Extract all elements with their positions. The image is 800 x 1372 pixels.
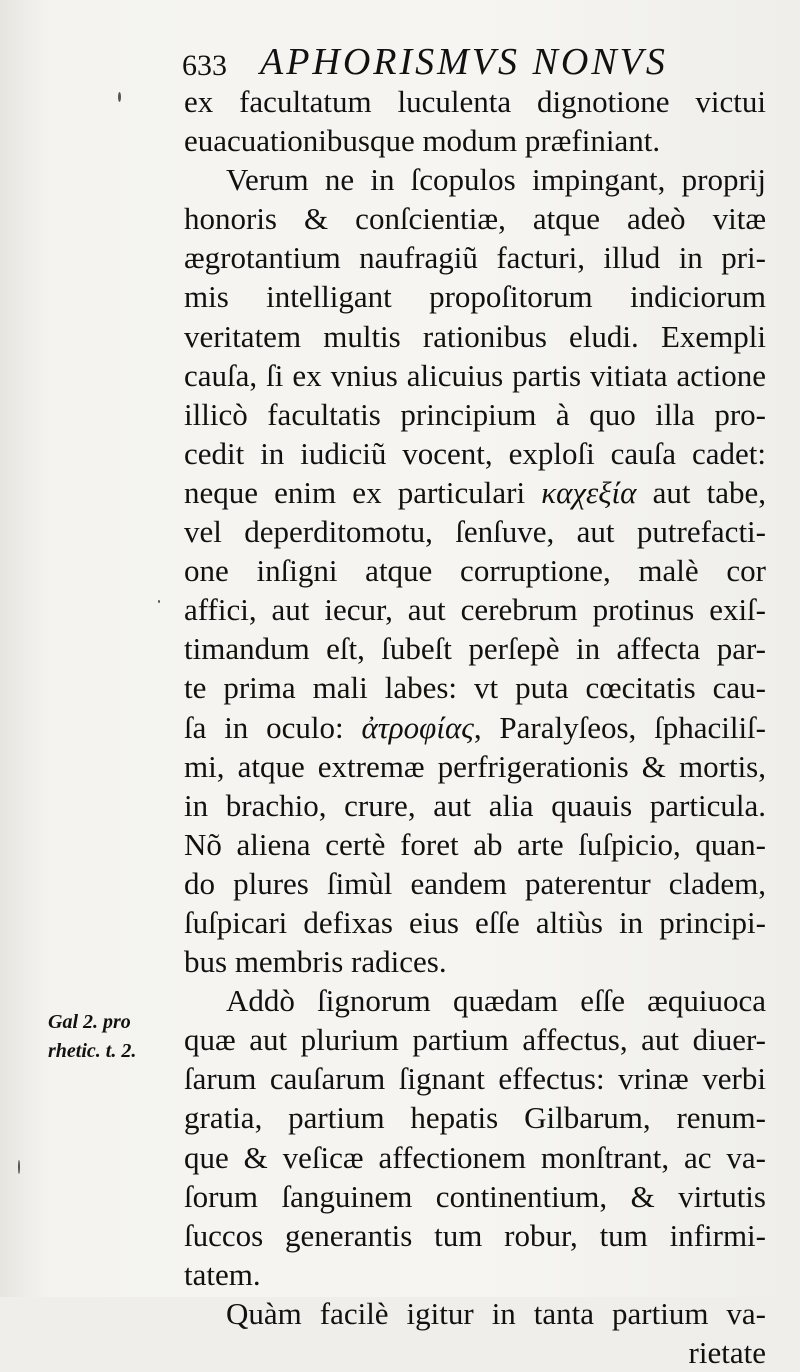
text-line-content: ſa in oculo: <box>184 709 344 745</box>
text-line-content: tatem. <box>184 1256 261 1292</box>
text-line-content: quæ aut plurium partium affectus, aut diuer- <box>184 1022 766 1058</box>
text-line <box>184 317 766 356</box>
text-line-content: ægrotantium naufragiũ facturi, illud in pri- <box>184 240 766 276</box>
text-line-content: ſorum ſanguinem continentium, & virtutis <box>184 1178 766 1214</box>
text-line <box>184 1216 766 1255</box>
text-line <box>184 551 766 590</box>
text-line-content: que & veſicæ affectionem monſtrant, ac va- <box>184 1139 766 1175</box>
text-line-tail: , Paralyſeos, ſphaciliſ- <box>473 709 766 745</box>
text-line-content: gratia, partium hepatis Gilbarum, renum- <box>184 1100 766 1136</box>
page-number: 633 <box>182 49 227 82</box>
page-header <box>182 38 702 86</box>
text-line <box>184 199 766 238</box>
text-line <box>184 747 766 786</box>
text-line-content: Quàm facilè igitur in tanta partium va- <box>226 1295 766 1331</box>
text-line-content: rietate <box>688 1335 766 1370</box>
text-line <box>184 512 766 551</box>
text-line-content: te prima mali labes: vt puta cœcitatis cau- <box>184 670 766 706</box>
text-line <box>184 277 766 316</box>
text-line-content: Addò ſignorum quædam eſſe æquiuoca <box>226 983 766 1019</box>
text-line-content: illicò facultatis principium à quo illa pro- <box>184 396 766 432</box>
text-line <box>184 1138 766 1177</box>
body-text <box>184 82 766 1372</box>
ink-speck <box>18 1160 20 1174</box>
text-line <box>184 160 766 199</box>
margin-note-line: rhetic. t. 2. <box>48 1040 137 1062</box>
text-line-content: ſuſpicari defixas eius eſſe altiùs in principi- <box>184 904 766 940</box>
text-line <box>184 708 766 747</box>
text-line-content: Verum ne in ſcopulos impingant, proprij <box>226 162 766 198</box>
greek-word: ἀτροφίας <box>361 709 474 745</box>
text-line <box>184 1177 766 1216</box>
text-line-tail: aut tabe, <box>652 474 767 510</box>
text-line-content: do plures ſimùl eandem paterentur cladem, <box>184 865 766 901</box>
text-line <box>184 121 766 160</box>
text-line-content: veritatem multis rationibus eludi. Exempli <box>184 318 766 354</box>
text-line-content: cauſa, ſi ex vnius alicuius partis vitiata actione <box>184 357 766 393</box>
text-line <box>184 434 766 473</box>
text-line <box>184 786 766 825</box>
text-line-content: affici, aut iecur, aut cerebrum protinus exiſ- <box>184 592 766 628</box>
text-line-content: neque enim ex particulari <box>184 474 526 510</box>
text-line-content: euacuationibusque modum præfiniant. <box>184 123 661 159</box>
ink-speck <box>118 92 121 102</box>
text-line <box>184 1059 766 1098</box>
running-title: APHORISMVS NONVS <box>260 41 668 83</box>
text-line <box>184 981 766 1020</box>
text-line <box>184 473 766 512</box>
text-line-content: one inſigni atque corruptione, malè cor <box>184 553 766 589</box>
text-line <box>184 629 766 668</box>
text-line-content: vel deperditomotu, ſenſuve, aut putrefacti- <box>184 514 766 550</box>
text-line-content: mi, atque extremæ perfrigerationis & mortis, <box>184 748 766 784</box>
text-line <box>184 1020 766 1059</box>
text-line <box>184 238 766 277</box>
margin-note <box>48 1008 178 1066</box>
text-line-content: cedit in iudiciũ vocent, exploſi cauſa cadet: <box>184 435 766 471</box>
text-line <box>184 395 766 434</box>
text-line-content: timandum eſt, ſubeſt perſepè in affecta par- <box>184 631 766 667</box>
text-line <box>184 942 766 981</box>
text-line <box>184 356 766 395</box>
text-line-content: bus membris radices. <box>184 944 447 980</box>
greek-word: καχεξία <box>541 474 637 510</box>
text-line <box>184 590 766 629</box>
text-line <box>184 82 766 121</box>
margin-note-line: Gal 2. pro <box>48 1011 131 1033</box>
text-line-content: ſuccos generantis tum robur, tum infirmi- <box>184 1217 766 1253</box>
text-line-content: honoris & conſcientiæ, atque adeò vitæ <box>184 201 766 237</box>
text-line <box>184 1098 766 1137</box>
text-line <box>184 825 766 864</box>
text-line <box>184 1255 766 1294</box>
text-line-content: ex facultatum luculenta dignotione victui <box>184 84 766 119</box>
text-line-content: mis intelligant propoſitorum indiciorum <box>184 279 766 315</box>
text-line-content: ſarum cauſarum ſignant effectus: vrinæ verbi <box>184 1061 766 1097</box>
text-line-content: in brachio, crure, aut alia quauis particula. <box>184 787 766 823</box>
text-line <box>184 1294 766 1333</box>
text-line <box>184 864 766 903</box>
text-line-content: Nõ aliena certè foret ab arte ſuſpicio, quan- <box>184 826 766 862</box>
text-line <box>184 668 766 707</box>
text-line <box>184 903 766 942</box>
text-line <box>184 1333 766 1372</box>
ink-speck <box>158 600 160 603</box>
